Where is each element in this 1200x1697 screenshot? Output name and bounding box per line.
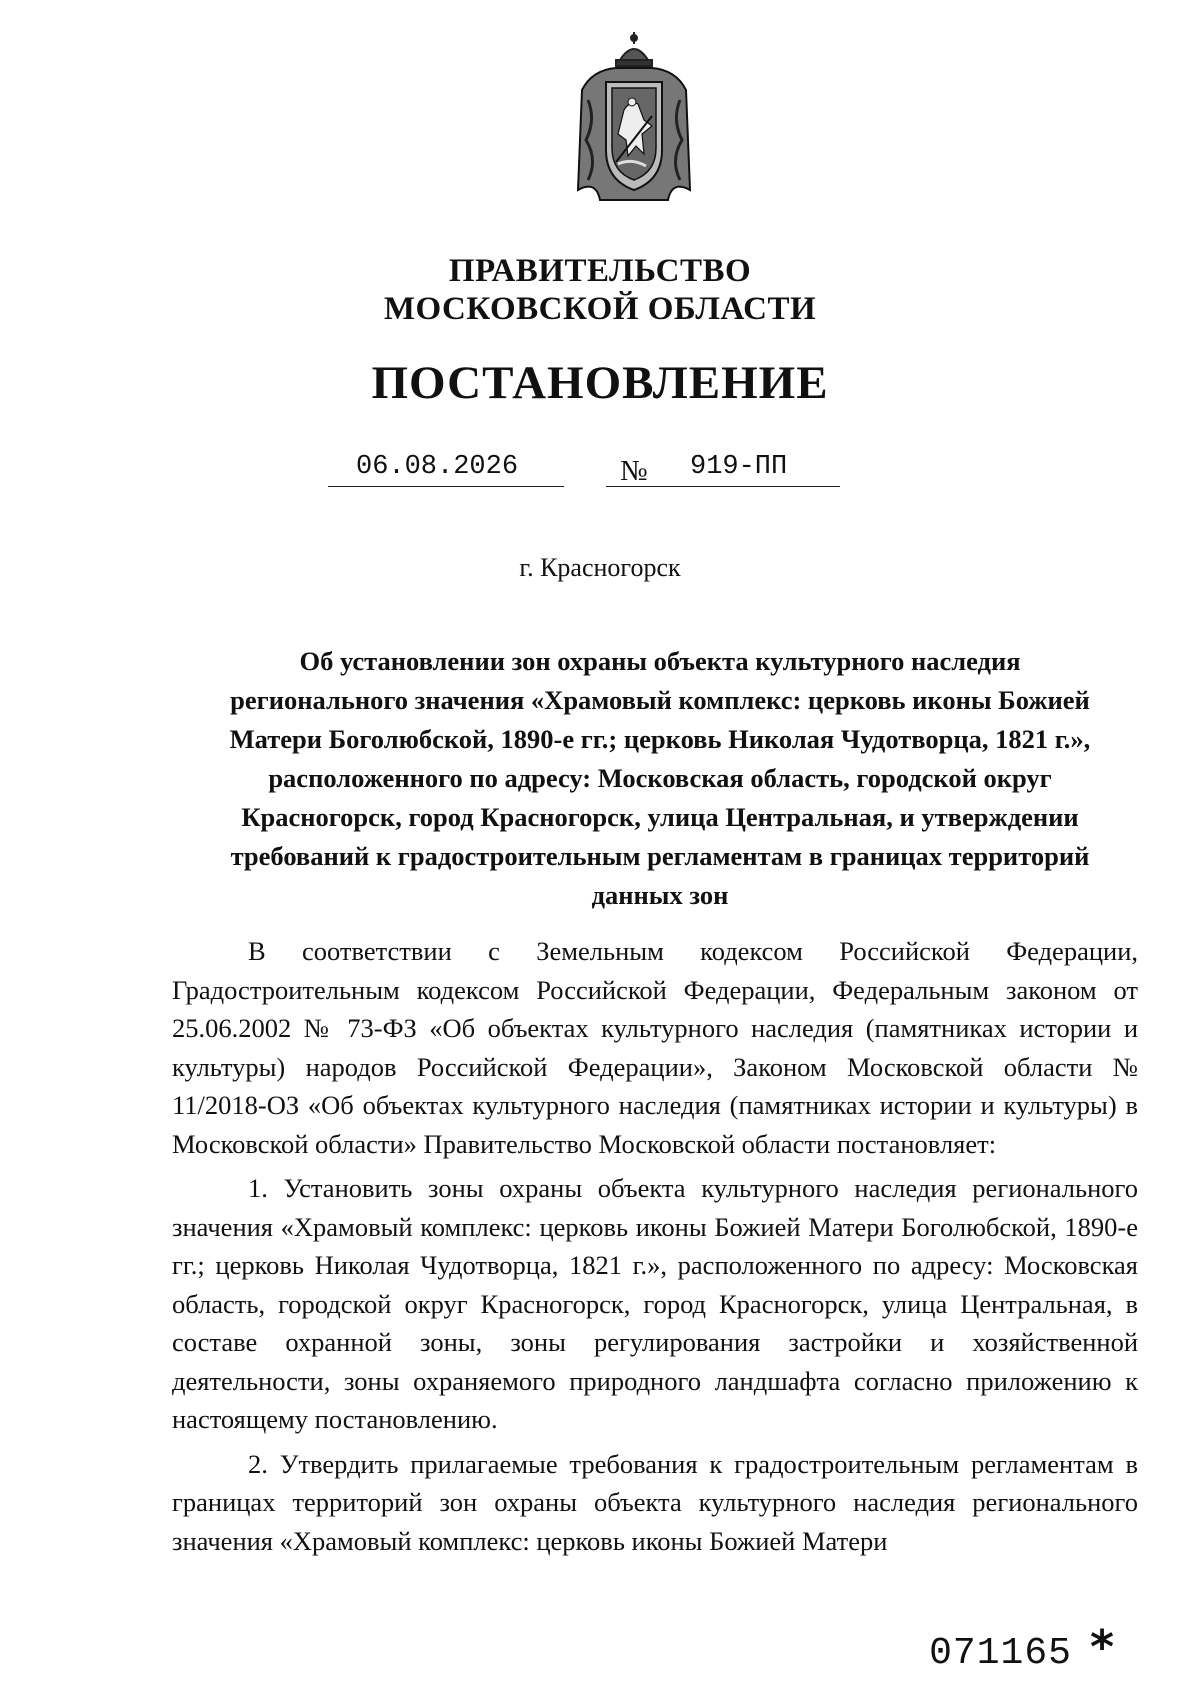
preamble-paragraph: В соответствии с Земельным кодексом Российской Федерации, Градостроительным кодексом Российской Федерации, Федеральным законом от 25.06.2002 № 73-ФЗ «Об объектах культурного наследия (памятниках истории и культуры) народов Российской Федерации», Законом Московской области № 11/2018-ОЗ «Об объектах культурного наследия (памятниках истории и культуры) в Московской области» Правительство Московской области постановляет: — [172, 936, 1138, 1159]
number-underline — [606, 486, 840, 487]
government-line-1: ПРАВИТЕЛЬСТВО — [448, 253, 752, 289]
document-number: 919-ПП — [690, 452, 788, 482]
government-line-2: МОСКОВСКОЙ ОБЛАСТИ — [383, 291, 817, 327]
number-sign: № — [620, 455, 648, 487]
item-1-paragraph: 1. Установить зоны охраны объекта культурного наследия регионального значения «Храмовый комплекс: церковь иконы Божией Матери Боголюбской, 1890-е гг.; церковь Николая Чудотворца, 1821 г.», расположенного по адресу: Московская область, городской округ Красногорск, город Красногорск, улица Центральная, в составе охранной зоны, зоны регулирования застройки и хозяйственной деятельности, зоны охраняемого природного ландшафта согласно приложению к настоящему постановлению. — [172, 1173, 1138, 1434]
serial-number — [929, 1620, 1115, 1675]
document-title: Об установлении зон охраны объекта культурного наследия регионального значения «Храмовый комплекс: церковь иконы Божией Матери Боголюбской, 1890-е гг.; церковь Николая Чудотворца, 1821 г.», расположенного по адресу: Московская область, городской округ Красногорск, город Красногорск, улица Центральная, и утверждении требований к градостроительным регламентам в границах территорий данных зон — [229, 646, 1091, 910]
item-2-paragraph: 2. Утвердить прилагаемые требования к градостроительным регламентам в границах территорий зон охраны объекта культурного наследия регионального значения «Храмовый комплекс: церковь иконы Божией Матери — [172, 1448, 1138, 1556]
document-body — [172, 932, 1138, 1566]
serial-digits: 071165 — [929, 1632, 1072, 1675]
serial-star-mark: * — [1089, 1620, 1115, 1674]
document-type: ПОСТАНОВЛЕНИЕ — [371, 357, 829, 409]
document-date: 06.08.2026 — [356, 452, 519, 482]
city: г. Красногорск — [519, 553, 681, 582]
coat-of-arms-icon — [572, 30, 696, 208]
date-underline — [328, 486, 564, 487]
government-name — [0, 252, 1200, 328]
